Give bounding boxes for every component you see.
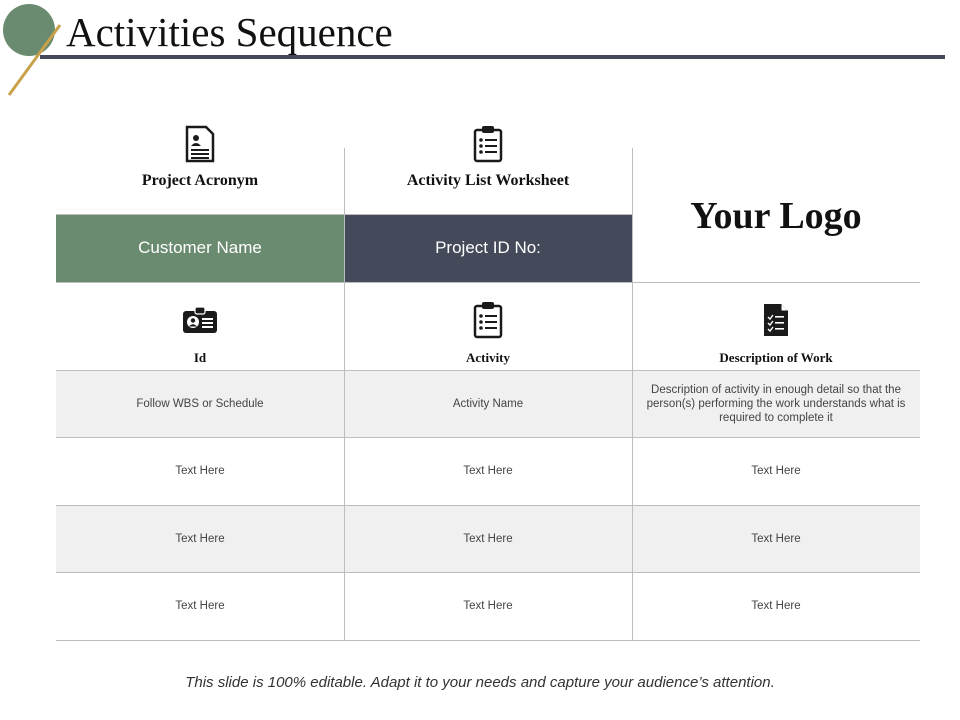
table-cell: Text Here xyxy=(175,465,225,477)
table-cell: Text Here xyxy=(751,600,801,612)
page-title: Activities Sequence xyxy=(66,9,393,55)
customer-name-cell: Customer Name xyxy=(56,214,344,282)
id-card-icon xyxy=(180,300,220,340)
logo-placeholder: Your Logo xyxy=(690,195,862,237)
header-description-of-work: Description of Work xyxy=(719,350,833,365)
table-cell: Text Here xyxy=(751,532,801,545)
checklist-document-icon xyxy=(756,300,796,340)
clipboard-list-icon xyxy=(468,300,508,340)
table-cell: Text Here xyxy=(463,600,513,612)
project-id-cell: Project ID No: xyxy=(344,214,632,282)
table-cell: Text Here xyxy=(463,532,513,545)
table-cell: Description of activity in enough detail so that the person(s) performing the work understands what is required to complete it xyxy=(646,383,906,424)
table-cell: Text Here xyxy=(175,532,225,545)
table-cell: Text Here xyxy=(463,465,513,477)
resume-document-icon xyxy=(180,124,220,164)
table-cell: Activity Name xyxy=(452,397,524,410)
table-cell: Follow WBS or Schedule xyxy=(136,397,264,410)
table-cell: Text Here xyxy=(175,600,225,612)
project-acronym-label: Project Acronym xyxy=(141,172,259,189)
header-activity: Activity xyxy=(465,350,511,365)
clipboard-list-icon xyxy=(468,124,508,164)
activity-worksheet-table xyxy=(56,112,920,641)
header-id: Id xyxy=(193,350,207,365)
activity-list-worksheet-label: Activity List Worksheet xyxy=(406,172,570,189)
table-cell: Text Here xyxy=(751,465,801,477)
title-decoration-icon xyxy=(0,0,70,100)
footer-note: This slide is 100% editable. Adapt it to your needs and capture your audience’s attention. xyxy=(185,674,775,691)
title-rule xyxy=(40,55,945,59)
